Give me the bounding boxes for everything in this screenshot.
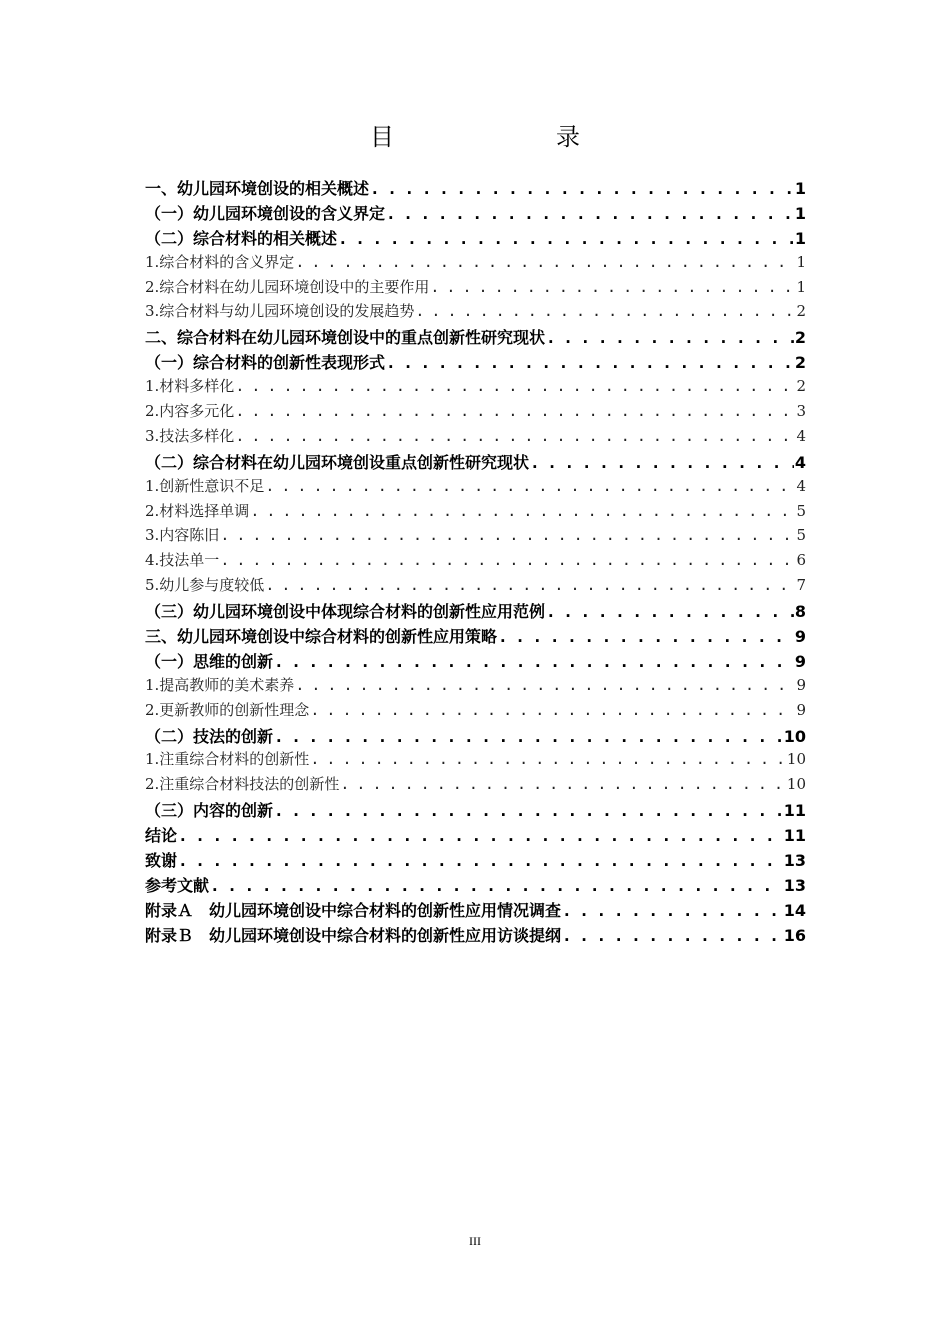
toc-entry-page-number: 9: [794, 627, 806, 647]
toc-dot-leader: [530, 453, 794, 472]
toc-entry[interactable]: [145, 450, 806, 475]
toc-entry[interactable]: [145, 375, 806, 400]
toc-entry-page-number: 1: [794, 203, 806, 223]
toc-dot-leader: [562, 926, 783, 945]
toc-dot-leader: [210, 876, 783, 895]
toc-entry-label: 4.技法单一: [145, 551, 220, 570]
toc-entry-page-number: 9: [796, 675, 806, 694]
toc-entry-page-number: 2: [796, 302, 806, 321]
toc-entry-page-number: 11: [783, 826, 806, 846]
toc-entry-label: 1.材料多样化: [145, 377, 235, 396]
toc-dot-leader: [310, 701, 795, 719]
toc-entry-label: （二）技法的创新: [145, 726, 274, 746]
toc-entry-page-number: 1: [796, 277, 806, 296]
toc-entry[interactable]: [145, 475, 806, 500]
toc-dot-leader: [338, 229, 794, 248]
toc-entry[interactable]: [145, 923, 806, 948]
toc-dot-leader: [235, 377, 795, 395]
toc-dot-leader: [295, 676, 795, 694]
toc-entry[interactable]: [145, 251, 806, 276]
toc-entry-label: 三、幼儿园环境创设中综合材料的创新性应用策略: [145, 627, 498, 647]
toc-entry[interactable]: [145, 798, 806, 823]
toc-entry-label: 一、幼儿园环境创设的相关概述: [145, 179, 370, 198]
toc-entry[interactable]: [145, 425, 806, 450]
toc-entry-page-number: 10: [783, 726, 806, 746]
toc-entry[interactable]: [145, 176, 806, 201]
toc-entry-page-number: 10: [786, 750, 806, 769]
toc-entry[interactable]: [145, 300, 806, 325]
toc-entry-label: （二）综合材料的相关概述: [145, 228, 338, 248]
toc-dot-leader: [265, 576, 795, 594]
page-number: III: [469, 1234, 481, 1248]
toc-entry-label: 附录Ｂ 幼儿园环境创设中综合材料的创新性应用访谈提纲: [145, 925, 562, 945]
toc-dot-leader: [386, 204, 794, 223]
toc-entry-label: （三）幼儿园环境创设中体现综合材料的创新性应用范例: [145, 602, 546, 622]
toc-dot-leader: [274, 652, 794, 671]
toc-entry-label: （二）综合材料在幼儿园环境创设重点创新性研究现状: [145, 452, 530, 472]
toc-dot-leader: [386, 353, 794, 372]
toc-entry[interactable]: [145, 500, 806, 525]
toc-entry[interactable]: [145, 773, 806, 798]
toc-entry-label: 3.综合材料与幼儿园环境创设的发展趋势: [145, 302, 415, 321]
toc-entry-label: 1.提高教师的美术素养: [145, 675, 295, 694]
toc-dot-leader: [370, 179, 794, 198]
toc-entry-page-number: 1: [794, 179, 806, 198]
toc-entry-label: 3.技法多样化: [145, 426, 235, 445]
toc-entry[interactable]: [145, 524, 806, 549]
page-title: 目 录: [370, 123, 618, 151]
toc-entry-page-number: 2: [796, 377, 806, 396]
toc-entry-label: 2.注重综合材料技法的创新性: [145, 775, 340, 794]
toc-entry[interactable]: [145, 549, 806, 574]
toc-dot-leader: [430, 278, 795, 296]
toc-dot-leader: [546, 328, 794, 347]
toc-entry-page-number: 13: [783, 875, 806, 895]
toc-dot-leader: [562, 901, 783, 920]
toc-dot-leader: [178, 851, 783, 870]
toc-dot-leader: [498, 627, 794, 646]
toc-entry[interactable]: [145, 724, 806, 749]
toc-entry-page-number: 9: [794, 651, 806, 671]
toc-entry-page-number: 3: [796, 402, 806, 421]
toc-entry-label: 2.内容多元化: [145, 402, 235, 421]
toc-dot-leader: [235, 402, 795, 420]
toc-entry-label: 2.更新教师的创新性理念: [145, 700, 310, 719]
toc-entry[interactable]: [145, 350, 806, 375]
toc-dot-leader: [235, 427, 795, 445]
toc-entry[interactable]: [145, 898, 806, 923]
toc-entry-page-number: 10: [786, 775, 806, 794]
toc-entry-label: （一）思维的创新: [145, 651, 274, 671]
toc-entry[interactable]: [145, 226, 806, 251]
toc-dot-leader: [220, 551, 795, 569]
toc-entry-page-number: 2: [794, 353, 806, 373]
toc-entry[interactable]: [145, 325, 806, 350]
toc-entry-page-number: 1: [794, 228, 806, 248]
toc-entry-label: 2.综合材料在幼儿园环境创设中的主要作用: [145, 277, 430, 296]
toc-entry-page-number: 7: [796, 576, 806, 595]
toc-entry-label: 1.综合材料的含义界定: [145, 252, 295, 271]
toc-dot-leader: [178, 826, 783, 845]
toc-entry[interactable]: [145, 201, 806, 226]
toc-entry-label: 参考文献: [145, 875, 210, 895]
toc-entry-label: 附录Ａ 幼儿园环境创设中综合材料的创新性应用情况调查: [145, 900, 562, 920]
toc-entry[interactable]: [145, 748, 806, 773]
toc-entry-label: 二、综合材料在幼儿园环境创设中的重点创新性研究现状: [145, 328, 546, 348]
toc-entry[interactable]: [145, 823, 806, 848]
toc-dot-leader: [295, 253, 795, 271]
toc-dot-leader: [415, 302, 795, 320]
toc-entry[interactable]: [145, 400, 806, 425]
toc-entry-page-number: 6: [796, 551, 806, 570]
toc-entry-label: 致谢: [145, 851, 178, 871]
toc-entry[interactable]: [145, 848, 806, 873]
toc-dot-leader: [310, 750, 786, 768]
toc-entry-label: 1.创新性意识不足: [145, 476, 265, 495]
toc-entry-page-number: 9: [796, 700, 806, 719]
toc-entry-label: 结论: [145, 826, 178, 846]
toc-entry-page-number: 1: [796, 252, 806, 271]
toc-entry-page-number: 11: [783, 801, 806, 821]
toc-entry-label: 3.内容陈旧: [145, 526, 220, 545]
toc-entry[interactable]: [145, 624, 806, 649]
toc-entry[interactable]: [145, 276, 806, 301]
toc-entry-label: 2.材料选择单调: [145, 501, 250, 520]
toc-entry-page-number: 4: [796, 426, 806, 445]
toc-entry-label: 5.幼儿参与度较低: [145, 576, 265, 595]
toc-dot-leader: [546, 602, 794, 621]
toc-entry-page-number: 13: [783, 851, 806, 871]
toc-entry-page-number: 16: [783, 925, 806, 945]
toc-entry[interactable]: [145, 674, 806, 699]
toc-entry-page-number: 5: [796, 501, 806, 520]
toc-entry-label: （一）幼儿园环境创设的含义界定: [145, 203, 386, 223]
toc-entry[interactable]: [145, 699, 806, 724]
toc-entry[interactable]: [145, 599, 806, 624]
toc-dot-leader: [340, 775, 786, 793]
toc-entry-label: （一）综合材料的创新性表现形式: [145, 353, 386, 373]
toc-entry-page-number: 14: [783, 900, 806, 920]
toc-entry[interactable]: [145, 873, 806, 898]
toc-dot-leader: [274, 727, 783, 746]
toc-dot-leader: [265, 477, 795, 495]
toc-entry[interactable]: [145, 574, 806, 599]
toc-entry-page-number: 4: [794, 452, 806, 472]
toc-entry-label: （三）内容的创新: [145, 801, 274, 821]
toc-entry-page-number: 2: [794, 328, 806, 348]
table-of-contents: [145, 176, 806, 948]
toc-entry-label: 1.注重综合材料的创新性: [145, 750, 310, 769]
toc-entry[interactable]: [145, 649, 806, 674]
toc-dot-leader: [274, 801, 783, 820]
toc-entry-page-number: 5: [796, 526, 806, 545]
toc-dot-leader: [220, 526, 795, 544]
toc-dot-leader: [250, 502, 795, 520]
toc-entry-page-number: 4: [796, 476, 806, 495]
toc-entry-page-number: 8: [794, 602, 806, 622]
